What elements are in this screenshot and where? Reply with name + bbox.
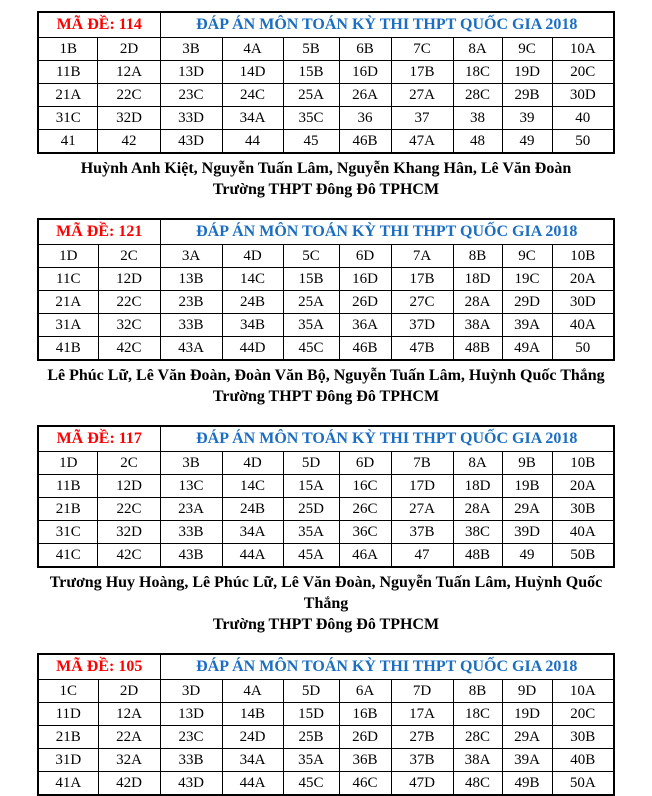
- answer-cell: 42: [98, 130, 160, 154]
- answer-cell: 29A: [502, 498, 552, 521]
- answer-cell: 8A: [453, 38, 502, 61]
- answer-cell: 14C: [222, 475, 283, 498]
- answer-cell: 40A: [552, 314, 614, 337]
- answer-cell: 50A: [552, 772, 614, 796]
- answer-cell: 15B: [283, 268, 339, 291]
- answer-cell: 24D: [222, 726, 283, 749]
- answer-cell: 2D: [98, 680, 160, 703]
- answer-cell: 33B: [160, 749, 222, 772]
- answer-cell: 9C: [502, 245, 552, 268]
- answer-cell: 6D: [339, 245, 391, 268]
- answer-cell: 16D: [339, 61, 391, 84]
- answer-cell: 25A: [283, 84, 339, 107]
- answer-cell: 4A: [222, 38, 283, 61]
- answer-cell: 19D: [502, 703, 552, 726]
- answer-table: [37, 653, 615, 796]
- answer-cell: 43A: [160, 337, 222, 361]
- answer-cell: 10A: [552, 38, 614, 61]
- table-title: ĐÁP ÁN MÔN TOÁN KỲ THI THPT QUỐC GIA 2018: [160, 654, 614, 680]
- answer-cell: 35A: [283, 314, 339, 337]
- answer-cell: 27A: [391, 498, 453, 521]
- answer-cell: 24B: [222, 498, 283, 521]
- answer-cell: 18C: [453, 61, 502, 84]
- answer-cell: 22A: [98, 726, 160, 749]
- answer-cell: 25B: [283, 726, 339, 749]
- answer-cell: 24C: [222, 84, 283, 107]
- authors-line: Trương Huy Hoàng, Lê Phúc Lữ, Lê Văn Đoàn, Nguyễn Tuấn Lâm, Huỳnh Quốc: [49, 574, 603, 591]
- answer-cell: 27A: [391, 84, 453, 107]
- answer-cell: 16C: [339, 475, 391, 498]
- answer-cell: 13C: [160, 475, 222, 498]
- answer-cell: 36A: [339, 314, 391, 337]
- answer-cell: 23C: [160, 726, 222, 749]
- answer-cell: 47D: [391, 772, 453, 796]
- answer-cell: 30D: [552, 291, 614, 314]
- answer-cell: 50: [552, 337, 614, 361]
- answer-cell: 38A: [453, 749, 502, 772]
- answer-cell: 34A: [222, 749, 283, 772]
- answer-cell: 14B: [222, 703, 283, 726]
- answer-cell: 21B: [38, 726, 98, 749]
- exam-code-label: MÃ ĐỀ: 105: [38, 654, 160, 680]
- school-line: Trường THPT Đông Đô TPHCM: [212, 181, 440, 198]
- answer-cell: 31C: [38, 107, 98, 130]
- answer-cell: 3B: [160, 38, 222, 61]
- answer-cell: 2D: [98, 38, 160, 61]
- authors-line: Huỳnh Anh Kiệt, Nguyễn Tuấn Lâm, Nguyễn Khang Hân, Lê Văn Đoàn: [80, 160, 572, 177]
- answer-cell: 43D: [160, 772, 222, 796]
- answer-cell: 22C: [98, 84, 160, 107]
- answer-cell: 7C: [391, 38, 453, 61]
- answer-cell: 7D: [391, 680, 453, 703]
- exam-code-label: MÃ ĐỀ: 117: [38, 426, 160, 452]
- answer-cell: 31A: [38, 314, 98, 337]
- answer-row: [38, 498, 614, 521]
- answer-section: [0, 425, 652, 635]
- answer-cell: 2C: [98, 452, 160, 475]
- answer-cell: 29B: [502, 84, 552, 107]
- authors-line: Lê Phúc Lữ, Lê Văn Đoàn, Đoàn Văn Bộ, Nguyễn Tuấn Lâm, Huỳnh Quốc Thắng: [47, 367, 605, 384]
- answer-cell: 44: [222, 130, 283, 154]
- answer-cell: 17B: [391, 268, 453, 291]
- answer-section: [0, 218, 652, 407]
- answer-cell: 5D: [283, 452, 339, 475]
- answer-cell: 28C: [453, 726, 502, 749]
- answer-row: [38, 703, 614, 726]
- answer-cell: 19D: [502, 61, 552, 84]
- answer-cell: 2C: [98, 245, 160, 268]
- answer-cell: 44D: [222, 337, 283, 361]
- answer-cell: 33B: [160, 314, 222, 337]
- answer-cell: 13D: [160, 61, 222, 84]
- school-line: Trường THPT Đông Đô TPHCM: [212, 616, 440, 633]
- answer-cell: 15B: [283, 61, 339, 84]
- answer-cell: 18D: [453, 268, 502, 291]
- authors-line: Thắng: [303, 595, 349, 612]
- answer-cell: 32D: [98, 521, 160, 544]
- answer-cell: 11C: [38, 268, 98, 291]
- answer-cell: 44A: [222, 772, 283, 796]
- answer-row: [38, 107, 614, 130]
- answer-cell: 17D: [391, 475, 453, 498]
- answer-cell: 42C: [98, 544, 160, 568]
- answer-cell: 4D: [222, 245, 283, 268]
- answer-cell: 14C: [222, 268, 283, 291]
- answer-cell: 42D: [98, 772, 160, 796]
- answer-cell: 36C: [339, 521, 391, 544]
- answer-cell: 1D: [38, 452, 98, 475]
- answer-cell: 9C: [502, 38, 552, 61]
- answer-cell: 7A: [391, 245, 453, 268]
- answer-row: [38, 475, 614, 498]
- answer-cell: 12A: [98, 703, 160, 726]
- answer-cell: 33B: [160, 521, 222, 544]
- answer-cell: 35A: [283, 749, 339, 772]
- answer-cell: 9B: [502, 452, 552, 475]
- answer-cell: 13D: [160, 703, 222, 726]
- answer-cell: 34A: [222, 107, 283, 130]
- table-header-row: [38, 426, 614, 452]
- answer-cell: 40A: [552, 521, 614, 544]
- answer-cell: 11B: [38, 61, 98, 84]
- answer-cell: 25D: [283, 498, 339, 521]
- answer-cell: 46B: [339, 337, 391, 361]
- answer-cell: 21B: [38, 498, 98, 521]
- answer-row: [38, 521, 614, 544]
- answer-row: [38, 544, 614, 568]
- answer-cell: 12A: [98, 61, 160, 84]
- answer-cell: 9D: [502, 680, 552, 703]
- answer-cell: 30B: [552, 498, 614, 521]
- answer-cell: 48B: [453, 337, 502, 361]
- answer-cell: 26D: [339, 291, 391, 314]
- answer-cell: 17B: [391, 61, 453, 84]
- table-header-row: [38, 654, 614, 680]
- answer-row: [38, 680, 614, 703]
- answer-cell: 16B: [339, 703, 391, 726]
- answer-cell: 1C: [38, 680, 98, 703]
- answer-cell: 31D: [38, 749, 98, 772]
- answer-row: [38, 245, 614, 268]
- exam-code-label: MÃ ĐỀ: 121: [38, 219, 160, 245]
- answer-cell: 46B: [339, 130, 391, 154]
- answer-cell: 41C: [38, 544, 98, 568]
- answer-cell: 22C: [98, 291, 160, 314]
- answer-cell: 46A: [339, 544, 391, 568]
- answer-cell: 28A: [453, 498, 502, 521]
- answer-cell: 34A: [222, 521, 283, 544]
- answer-cell: 39D: [502, 521, 552, 544]
- answer-cell: 20A: [552, 475, 614, 498]
- answer-cell: 35C: [283, 107, 339, 130]
- answer-cell: 20C: [552, 61, 614, 84]
- table-title: ĐÁP ÁN MÔN TOÁN KỲ THI THPT QUỐC GIA 2018: [160, 426, 614, 452]
- answer-cell: 46C: [339, 772, 391, 796]
- answer-cell: 10B: [552, 245, 614, 268]
- answer-row: [38, 726, 614, 749]
- exam-code-label: MÃ ĐỀ: 114: [38, 12, 160, 38]
- answer-cell: 48B: [453, 544, 502, 568]
- answer-cell: 26C: [339, 498, 391, 521]
- answer-cell: 41B: [38, 337, 98, 361]
- answer-cell: 34B: [222, 314, 283, 337]
- answer-cell: 28A: [453, 291, 502, 314]
- answer-cell: 48: [453, 130, 502, 154]
- answer-cell: 23A: [160, 498, 222, 521]
- caption-block: [0, 572, 652, 635]
- answer-cell: 4A: [222, 680, 283, 703]
- table-title: ĐÁP ÁN MÔN TOÁN KỲ THI THPT QUỐC GIA 2018: [160, 219, 614, 245]
- answer-cell: 6D: [339, 452, 391, 475]
- answer-cell: 49A: [502, 337, 552, 361]
- answer-cell: 48C: [453, 772, 502, 796]
- answer-cell: 39: [502, 107, 552, 130]
- answer-cell: 30B: [552, 726, 614, 749]
- answer-cell: 1B: [38, 38, 98, 61]
- answer-row: [38, 291, 614, 314]
- answer-cell: 21A: [38, 291, 98, 314]
- answer-cell: 5D: [283, 680, 339, 703]
- answer-cell: 23B: [160, 291, 222, 314]
- answer-cell: 8B: [453, 245, 502, 268]
- answer-cell: 8A: [453, 452, 502, 475]
- answer-cell: 5B: [283, 38, 339, 61]
- answer-cell: 31C: [38, 521, 98, 544]
- answer-cell: 40: [552, 107, 614, 130]
- answer-cell: 39A: [502, 314, 552, 337]
- answer-cell: 6A: [339, 680, 391, 703]
- answer-cell: 36: [339, 107, 391, 130]
- answer-row: [38, 268, 614, 291]
- answer-cell: 12D: [98, 475, 160, 498]
- caption-block: [0, 158, 652, 200]
- answer-cell: 50: [552, 130, 614, 154]
- answer-cell: 7B: [391, 452, 453, 475]
- answer-table: [37, 218, 615, 361]
- answer-cell: 8B: [453, 680, 502, 703]
- answer-cell: 45C: [283, 337, 339, 361]
- table-header-row: [38, 219, 614, 245]
- answer-row: [38, 61, 614, 84]
- answer-cell: 5C: [283, 245, 339, 268]
- answer-cell: 27B: [391, 726, 453, 749]
- answer-cell: 23C: [160, 84, 222, 107]
- answer-cell: 13B: [160, 268, 222, 291]
- answer-cell: 41: [38, 130, 98, 154]
- answer-cell: 25A: [283, 291, 339, 314]
- answer-cell: 29D: [502, 291, 552, 314]
- answer-cell: 38C: [453, 521, 502, 544]
- answer-cell: 50B: [552, 544, 614, 568]
- answer-cell: 43D: [160, 130, 222, 154]
- answer-cell: 15A: [283, 475, 339, 498]
- answer-cell: 10B: [552, 452, 614, 475]
- answer-cell: 3B: [160, 452, 222, 475]
- answer-cell: 36B: [339, 749, 391, 772]
- answer-table: [37, 425, 615, 568]
- answer-cell: 47A: [391, 130, 453, 154]
- answer-cell: 33D: [160, 107, 222, 130]
- answer-cell: 49B: [502, 772, 552, 796]
- answer-cell: 3D: [160, 680, 222, 703]
- answer-row: [38, 84, 614, 107]
- answer-cell: 28C: [453, 84, 502, 107]
- answer-cell: 21A: [38, 84, 98, 107]
- answer-cell: 14D: [222, 61, 283, 84]
- answer-section: [0, 653, 652, 796]
- answer-cell: 24B: [222, 291, 283, 314]
- answer-cell: 15D: [283, 703, 339, 726]
- answer-table: [37, 11, 615, 154]
- answer-cell: 49: [502, 544, 552, 568]
- table-title: ĐÁP ÁN MÔN TOÁN KỲ THI THPT QUỐC GIA 2018: [160, 12, 614, 38]
- answer-row: [38, 772, 614, 796]
- answer-cell: 37D: [391, 314, 453, 337]
- answer-cell: 20A: [552, 268, 614, 291]
- answer-cell: 42C: [98, 337, 160, 361]
- answer-cell: 32D: [98, 107, 160, 130]
- answer-cell: 20C: [552, 703, 614, 726]
- school-line: Trường THPT Đông Đô TPHCM: [212, 388, 440, 405]
- answer-cell: 45: [283, 130, 339, 154]
- table-header-row: [38, 12, 614, 38]
- answer-cell: 40B: [552, 749, 614, 772]
- answer-cell: 3A: [160, 245, 222, 268]
- answer-cell: 39A: [502, 749, 552, 772]
- answer-cell: 29A: [502, 726, 552, 749]
- answer-cell: 44A: [222, 544, 283, 568]
- answer-cell: 4D: [222, 452, 283, 475]
- answer-cell: 47B: [391, 337, 453, 361]
- answer-cell: 32C: [98, 314, 160, 337]
- answer-row: [38, 314, 614, 337]
- answer-cell: 47: [391, 544, 453, 568]
- answer-cell: 18D: [453, 475, 502, 498]
- answer-key-document: [0, 11, 652, 796]
- answer-cell: 37B: [391, 749, 453, 772]
- answer-cell: 12D: [98, 268, 160, 291]
- answer-cell: 11D: [38, 703, 98, 726]
- answer-cell: 26A: [339, 84, 391, 107]
- answer-cell: 38: [453, 107, 502, 130]
- answer-cell: 26D: [339, 726, 391, 749]
- answer-cell: 27C: [391, 291, 453, 314]
- answer-row: [38, 452, 614, 475]
- answer-cell: 49: [502, 130, 552, 154]
- answer-cell: 35A: [283, 521, 339, 544]
- answer-row: [38, 337, 614, 361]
- answer-cell: 10A: [552, 680, 614, 703]
- answer-row: [38, 749, 614, 772]
- answer-cell: 6B: [339, 38, 391, 61]
- answer-row: [38, 38, 614, 61]
- answer-cell: 30D: [552, 84, 614, 107]
- answer-cell: 37B: [391, 521, 453, 544]
- answer-cell: 11B: [38, 475, 98, 498]
- answer-cell: 17A: [391, 703, 453, 726]
- answer-cell: 19B: [502, 475, 552, 498]
- answer-cell: 22C: [98, 498, 160, 521]
- answer-cell: 19C: [502, 268, 552, 291]
- answer-cell: 32A: [98, 749, 160, 772]
- answer-cell: 18C: [453, 703, 502, 726]
- answer-cell: 41A: [38, 772, 98, 796]
- answer-cell: 38A: [453, 314, 502, 337]
- answer-cell: 37: [391, 107, 453, 130]
- answer-cell: 43B: [160, 544, 222, 568]
- caption-block: [0, 365, 652, 407]
- answer-cell: 16D: [339, 268, 391, 291]
- answer-section: [0, 11, 652, 200]
- answer-cell: 45A: [283, 544, 339, 568]
- answer-cell: 1D: [38, 245, 98, 268]
- answer-cell: 45C: [283, 772, 339, 796]
- answer-row: [38, 130, 614, 154]
